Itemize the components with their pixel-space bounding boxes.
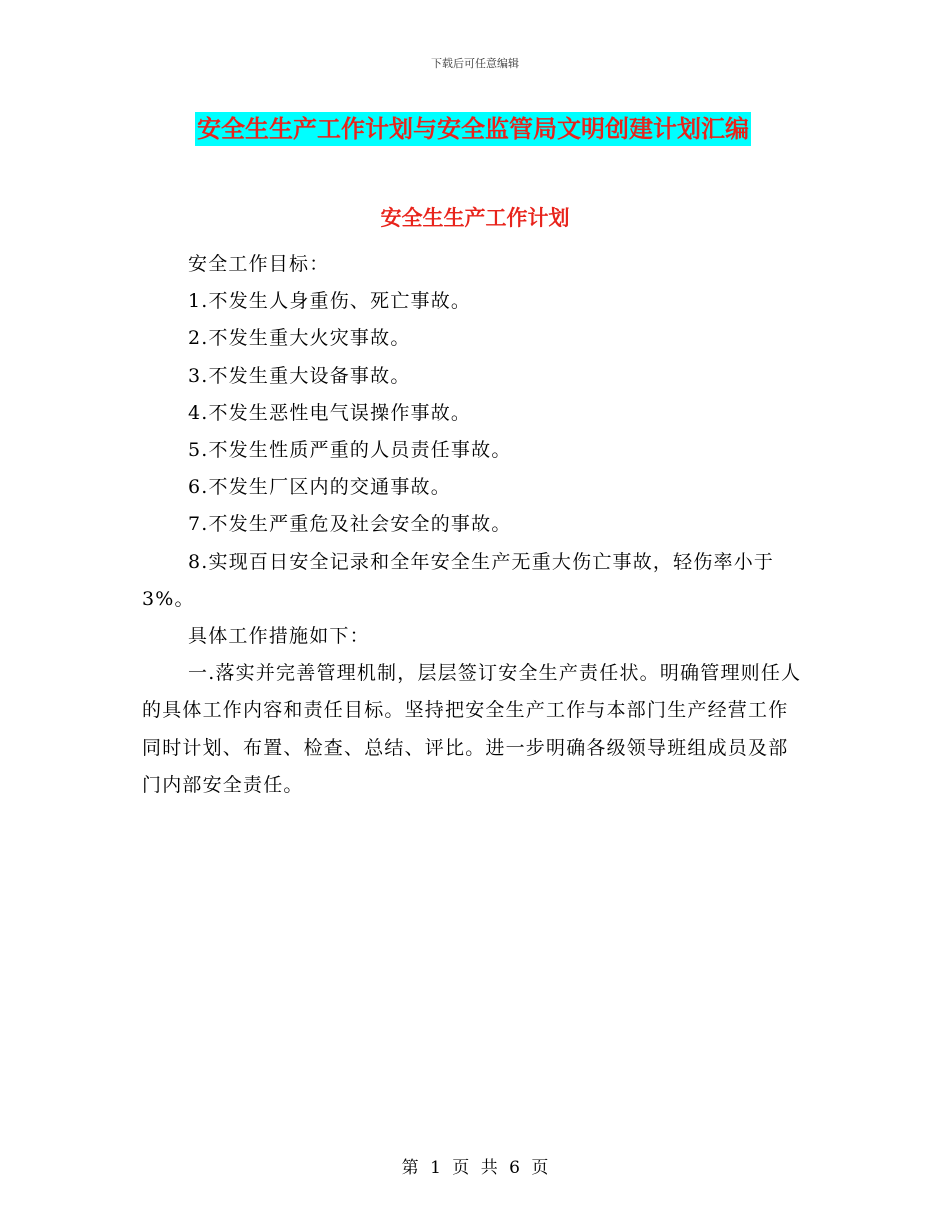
document-body (142, 246, 806, 804)
paragraph-goal-8: 8.实现百日安全记录和全年安全生产无重大伤亡事故，轻伤率小于3%。 (142, 550, 775, 610)
paragraph-goal-4: 4.不发生恶性电气误操作事故。 (188, 401, 472, 424)
paragraph-safety-goals-heading: 安全工作目标： (188, 253, 330, 275)
page-footer: 第 1 页 共 6 页 (401, 1158, 549, 1178)
header-note: 下载后可任意编辑 (431, 57, 519, 70)
paragraph-goal-2: 2.不发生重大火灾事故。 (188, 327, 411, 350)
paragraph-goal-7: 7.不发生严重危及社会安全的事故。 (188, 513, 512, 536)
paragraph-goal-6: 6.不发生厂区内的交通事故。 (188, 476, 451, 499)
paragraph-measures-heading: 具体工作措施如下： (188, 625, 370, 648)
document-title: 安全生生产工作计划与安全监管局文明创建计划汇编 (195, 112, 751, 146)
section-title: 安全生生产工作计划 (380, 205, 570, 230)
paragraph-goal-3: 3.不发生重大设备事故。 (188, 364, 411, 387)
paragraph-goal-1: 1.不发生人身重伤、死亡事故。 (188, 290, 472, 313)
paragraph-goal-5: 5.不发生性质严重的人员责任事故。 (188, 439, 512, 462)
paragraph-measure-1: 一.落实并完善管理机制，层层签订安全生产责任状。明确管理则任人的具体工作内容和责任目标。坚持把安全生产工作与本部门生产经营工作同时计划、布置、检查、总结、评比。进一步明确各级领导班组成员及部门内部安全责任。 (142, 662, 802, 796)
